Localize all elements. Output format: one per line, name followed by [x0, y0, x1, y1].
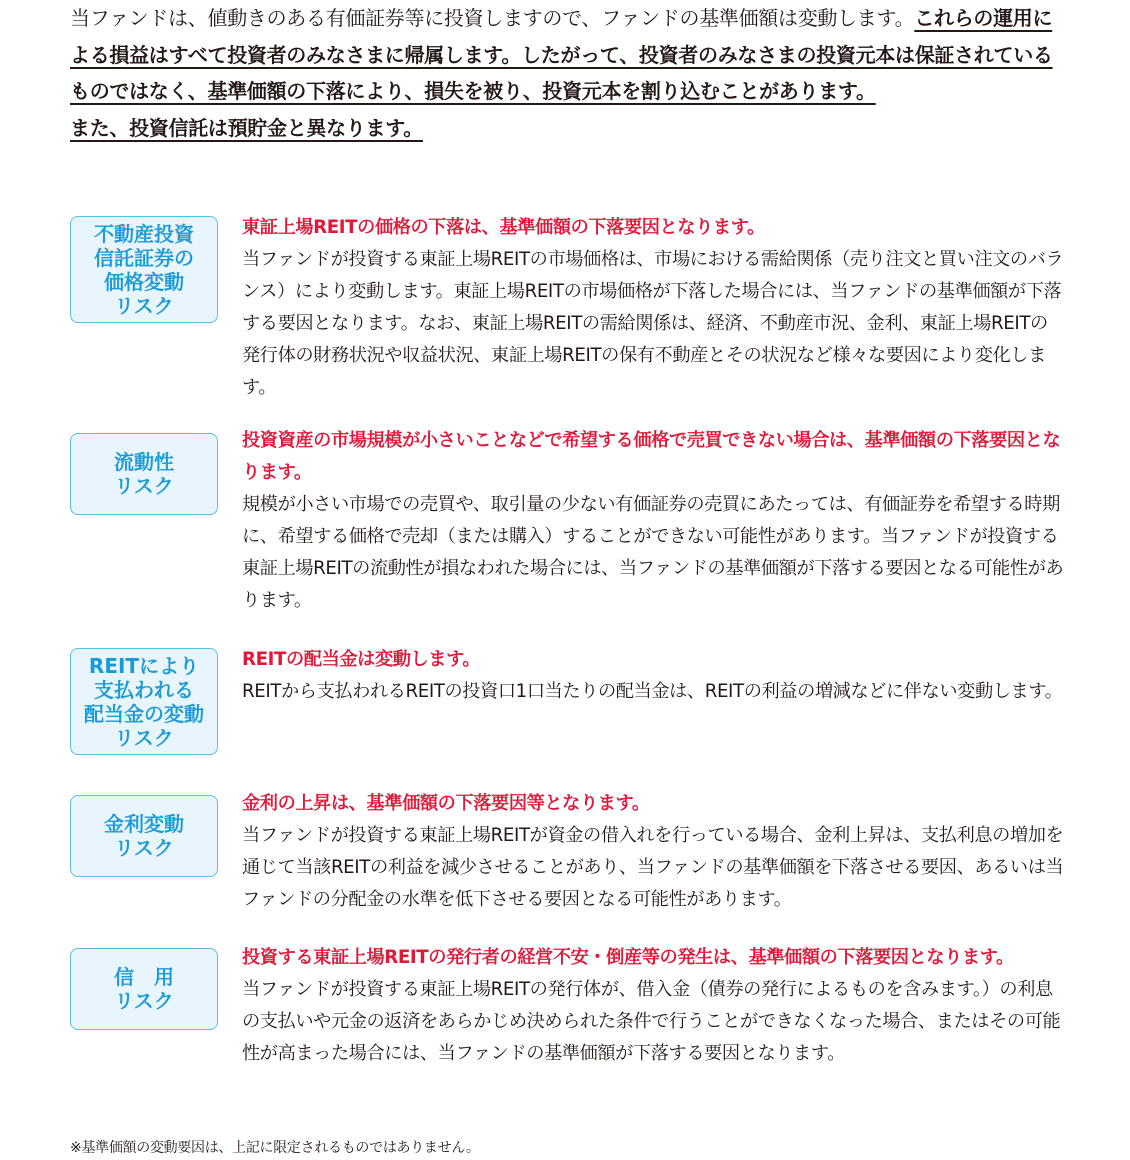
label-line: リスク: [114, 474, 174, 498]
risk-content-interest: [242, 788, 1064, 916]
label-line: 不動産投資: [94, 221, 194, 246]
risk-body: REITから支払われるREITの投資口1口当たりの配当金は、REITの利益の増減などに伴ない変動します。: [242, 681, 1063, 702]
intro-underlined: これらの運用による損益はすべて投資者のみなさまに帰属します。したがって、投資者のみなさまの投資元本は保証されているものではなく、基準価額の下落により、損失を被り、投資元本を割り込むことがあります。: [70, 6, 1053, 103]
risk-content-price: [242, 212, 1064, 404]
footnote: ※基準価額の変動要因は、上記に限定されるものではありません。: [70, 1140, 480, 1156]
intro-plain: 当ファンドは、値動きのある有価証券等に投資しますので、ファンドの基準価額は変動します。: [70, 6, 915, 30]
risk-headline: 金利の上昇は、基準価額の下落要因等となります。: [242, 793, 650, 814]
risk-label-dividend: [70, 648, 218, 755]
label-line: 配当金の変動: [84, 701, 204, 726]
label-line: 流動性: [114, 450, 174, 474]
label-line: 価格変動: [104, 269, 184, 294]
label-line: 金利変動: [104, 812, 184, 836]
label-line: リスク: [114, 989, 174, 1013]
label-line: リスク: [114, 725, 174, 750]
label-line: リスク: [114, 293, 174, 318]
label-line: リスク: [114, 836, 174, 860]
risk-body: 規模が小さい市場での売買や、取引量の少ない有価証券の売買にあたっては、有価証券を希望する時期に、希望する価格で売却（または購入）することができない可能性があります。当ファンドが投資する東証上場REITの流動性が損なわれた場合には、当ファンドの基準価額が下落する要因となる可能性があります。: [242, 494, 1064, 611]
risk-body: 当ファンドが投資する東証上場REITの市場価格は、市場における需給関係（売り注文と買い注文のバランス）により変動します。東証上場REITの市場価格が下落した場合には、当ファンドの基準価額が下落する要因となります。なお、東証上場REITの需給関係は、経済、不動産市況、金利、東証上場REITの発行体の財務状況や収益状況、東証上場REITの保有不動産とその状況など様々な要因により変化します。: [242, 249, 1064, 398]
intro-text: [70, 0, 1070, 146]
risk-headline: REITの配当金は変動します。: [242, 649, 481, 670]
risk-body: 当ファンドが投資する東証上場REITの発行体が、借入金（債券の発行によるものを含みます。）の利息の支払いや元金の返済をあらかじめ決められた条件で行うことができなくなった場合、またはその可能性が高まった場合には、当ファンドの基準価額が下落する要因となります。: [242, 979, 1061, 1064]
label-line: REITにより: [88, 653, 200, 678]
label-line: 信託証券の: [94, 245, 194, 270]
risk-headline: 投資資産の市場規模が小さいことなどで希望する価格で売買できない場合は、基準価額の下落要因となります。: [242, 430, 1061, 483]
label-line: 信 用: [114, 965, 174, 989]
risk-label-liquidity: [70, 433, 218, 515]
risk-label-interest: [70, 795, 218, 877]
risk-headline: 東証上場REITの価格の下落は、基準価額の下落要因となります。: [242, 217, 765, 238]
risk-label-credit: [70, 948, 218, 1030]
risk-body: 当ファンドが投資する東証上場REITが資金の借入れを行っている場合、金利上昇は、支払利息の増加を通じて当該REITの利益を減少させることがあり、当ファンドの基準価額を下落させる要因、あるいは当ファンドの分配金の水準を低下させる要因となる可能性があります。: [242, 825, 1064, 910]
risk-content-liquidity: [242, 425, 1064, 617]
risk-content-credit: [242, 942, 1064, 1070]
risk-headline: 投資する東証上場REITの発行者の経営不安・倒産等の発生は、基準価額の下落要因となります。: [242, 947, 1014, 968]
risk-content-dividend: [242, 644, 1064, 708]
intro-deposit-note: また、投資信託は預貯金と異なります。: [70, 115, 423, 140]
risk-label-price: [70, 216, 218, 323]
label-line: 支払われる: [94, 677, 194, 702]
